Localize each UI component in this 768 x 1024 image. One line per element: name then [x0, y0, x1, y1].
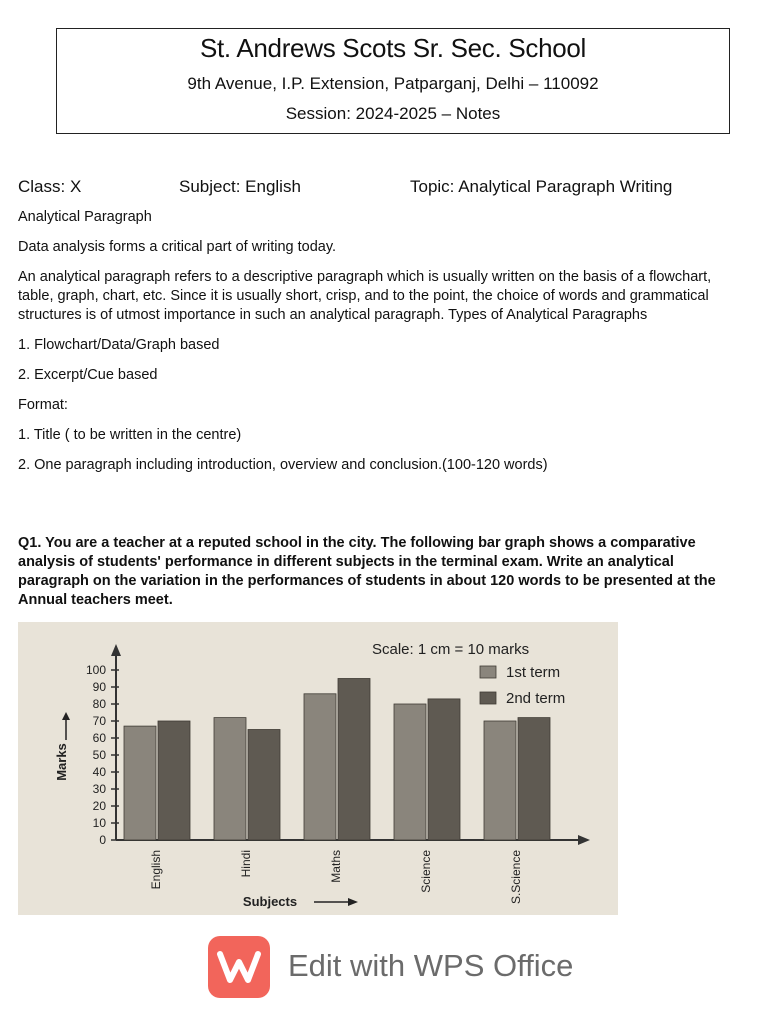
- wps-logo-icon: [208, 936, 270, 998]
- meta-row: [18, 177, 758, 199]
- y-tick-label: 40: [92, 765, 106, 779]
- y-label-arrowhead: [62, 712, 70, 720]
- x-tick-label: Maths: [329, 850, 343, 883]
- notes-body: [18, 208, 718, 486]
- format-item-1: 1. Title ( to be written in the centre): [18, 427, 242, 443]
- class-label: Class: X: [18, 177, 82, 196]
- y-axis-label: Marks: [54, 743, 69, 781]
- bar: [338, 679, 370, 841]
- bar: [394, 704, 426, 840]
- school-header: [56, 28, 730, 134]
- subject-label: Subject: English: [179, 177, 301, 196]
- y-tick-label: 20: [92, 799, 106, 813]
- legend-label: 1st term: [506, 664, 561, 681]
- bar: [518, 718, 550, 840]
- legend-label: 2nd term: [506, 690, 566, 707]
- x-axis-label: Subjects: [242, 894, 298, 909]
- intro-paragraph: Data analysis forms a critical part of writing today.: [18, 239, 337, 255]
- legend-swatch: [480, 692, 496, 704]
- y-tick-label: 60: [92, 731, 106, 745]
- x-axis-arrow: [578, 835, 590, 845]
- format-item-2: 2. One paragraph including introduction, overview and conclusion.(100-120 words): [18, 457, 548, 473]
- bar: [484, 721, 516, 840]
- school-name: St. Andrews Scots Sr. Sec. School: [199, 33, 587, 63]
- format-label: Format:: [18, 397, 68, 413]
- bar: [428, 699, 460, 840]
- bar-chart-photo: [18, 622, 618, 915]
- y-axis-arrow: [111, 644, 121, 656]
- bar: [304, 694, 336, 840]
- y-tick-label: 80: [92, 697, 106, 711]
- topic-label: Topic: Analytical Paragraph Writing: [410, 177, 673, 196]
- x-tick-label: S.Science: [509, 850, 523, 905]
- definition-paragraph: An analytical paragraph refers to a descriptive paragraph which is usually written on the basis of a flowchart, table, graph, chart, etc. Since it is usually short, crisp, and to the point, the choice of words and grammatical structures is of utmost importance in such an analytical paragraph. Types of Analytical Paragraphs: [18, 269, 712, 323]
- x-tick-label: Hindi: [239, 850, 253, 878]
- bar: [158, 721, 190, 840]
- wps-banner[interactable]: [208, 936, 628, 1000]
- bar-chart: [18, 622, 618, 915]
- y-tick-label: 30: [92, 782, 106, 796]
- question-text: Q1. You are a teacher at a reputed school in the city. The following bar graph shows a comparative analysis of students' performance in different subjects in the terminal exam. Write an analytical paragraph on the variation in the performances of students in about 120 words to be presented at the Annual teachers meet.: [18, 535, 716, 608]
- y-tick-label: 50: [92, 748, 106, 762]
- y-tick-label: 0: [99, 833, 106, 847]
- school-address: 9th Avenue, I.P. Extension, Patparganj, Delhi – 110092: [187, 74, 599, 93]
- y-tick-label: 10: [92, 816, 106, 830]
- session-label: Session: 2024-2025 – Notes: [285, 104, 501, 123]
- scale-note: Scale: 1 cm = 10 marks: [372, 641, 530, 658]
- bar: [248, 730, 280, 841]
- type-item-1: 1. Flowchart/Data/Graph based: [18, 337, 220, 353]
- y-tick-label: 100: [85, 663, 106, 677]
- bar: [124, 726, 156, 840]
- y-tick-label: 90: [92, 680, 106, 694]
- x-tick-label: English: [149, 850, 163, 890]
- section-heading: Analytical Paragraph: [18, 209, 152, 225]
- x-tick-label: Science: [419, 850, 433, 893]
- legend-swatch: [480, 666, 496, 678]
- x-label-arrowhead: [348, 898, 358, 906]
- type-item-2: 2. Excerpt/Cue based: [18, 367, 158, 383]
- bar: [214, 718, 246, 840]
- wps-brand-text: Edit with WPS Office: [288, 948, 574, 983]
- y-tick-label: 70: [92, 714, 106, 728]
